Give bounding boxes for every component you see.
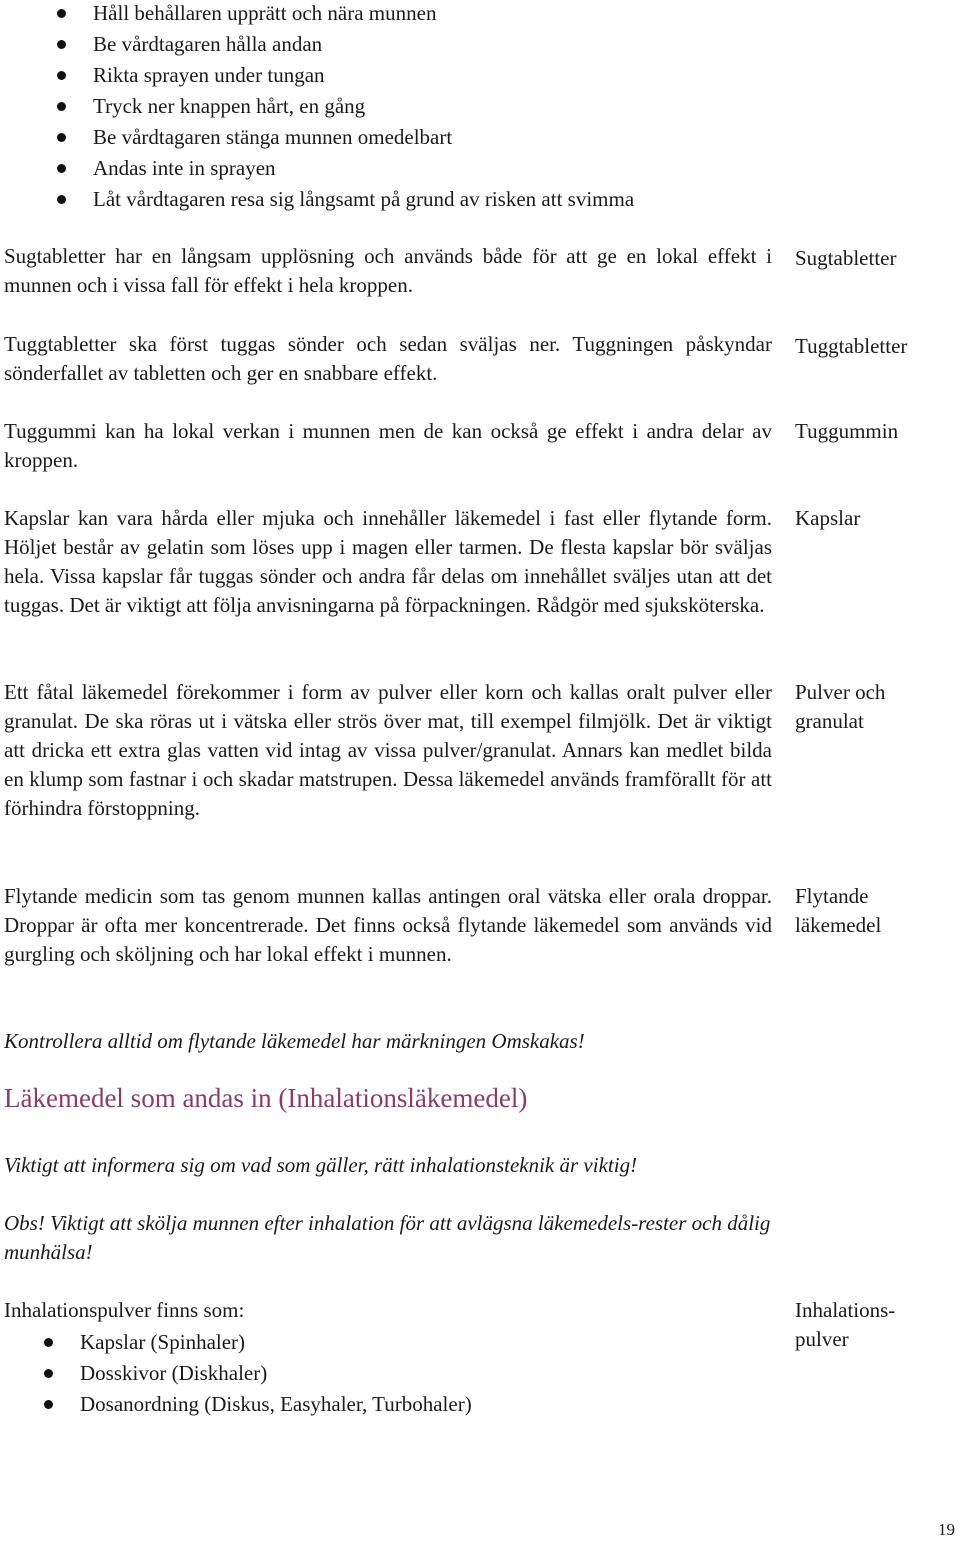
list-item: Be vårdtagaren stänga munnen omedelbart — [93, 122, 634, 153]
paragraph-tuggummi: Tuggummi kan ha lokal verkan i munnen men de kan också ge effekt i andra delar av kroppen. — [4, 419, 772, 472]
margin-label-line: Pulver och — [795, 680, 886, 704]
list-item: Dosskivor (Diskhaler) — [80, 1358, 472, 1389]
bullet-dot-icon — [57, 9, 66, 18]
note-viktigt: Viktigt att informera sig om vad som gäller, rätt inhalationsteknik är viktig! — [4, 1153, 638, 1177]
list-item: Håll behållaren upprätt och nära munnen — [93, 0, 634, 29]
paragraph-sugtabletter: Sugtabletter har en långsam upplösning och används både för att ge en lokal effekt i munnen och i vissa fall för effekt i hela kroppen. — [4, 244, 772, 297]
bullet-dot-icon — [57, 40, 66, 49]
paragraph-tuggtabletter: Tuggtabletter ska först tuggas sönder och sedan sväljas ner. Tuggningen påskyndar sönderfallet av tabletten och ger en snabbare effekt. — [4, 332, 772, 385]
instruction-bullet-list — [93, 0, 634, 215]
list-item: Rikta sprayen under tungan — [93, 60, 634, 91]
margin-label-tuggtabletter: Tuggtabletter — [795, 334, 908, 358]
margin-label-inhalationspulver — [795, 1296, 955, 1354]
bullet-dot-icon — [57, 133, 66, 142]
list-item: Andas inte in sprayen — [93, 153, 634, 184]
page-number: 19 — [938, 1520, 955, 1539]
note-kontrollera: Kontrollera alltid om flytande läkemedel har märkningen Omskakas! — [4, 1029, 585, 1053]
margin-label-flytande — [795, 882, 955, 940]
paragraph-kapslar: Kapslar kan vara hårda eller mjuka och innehåller läkemedel i fast eller flytande form. Höljet består av gelatin som löses upp i magen eller tarmen. De flesta kapslar bör sväljas hela. Vissa kapslar får tuggas sönder och andra får delas om innehållet sväljes utan att det tuggas. Det är viktigt att följa anvisningarna på förpackningen. Rådgör med sjuksköterska. — [4, 506, 772, 617]
inhalation-bullet-list — [80, 1327, 472, 1420]
section-heading: Läkemedel som andas in (Inhalationsläkemedel) — [4, 1083, 528, 1113]
bullet-dot-icon — [57, 164, 66, 173]
list-item: Dosanordning (Diskus, Easyhaler, Turbohaler) — [80, 1389, 472, 1420]
note-obs: Obs! Viktigt att skölja munnen efter inhalation för att avlägsna läkemedels-rester och dålig munhälsa! — [4, 1211, 771, 1264]
list-item: Tryck ner knappen hårt, en gång — [93, 91, 634, 122]
margin-label-sugtabletter: Sugtabletter — [795, 246, 897, 270]
paragraph-pulver: Ett fåtal läkemedel förekommer i form av pulver eller korn och kallas oralt pulver eller granulat. De ska röras ut i vätska eller strös över mat, till exempel filmjölk. Det är viktigt att dricka ett extra glas vatten vid intag av vissa pulver/granulat. Annars kan medlet bilda en klump som fastnar i och skadar matstrupen. Dessa läkemedel används framförallt för att förhindra förstoppning. — [4, 680, 772, 820]
bullet-dot-icon — [57, 195, 66, 204]
margin-label-kapslar: Kapslar — [795, 506, 861, 530]
list-item: Kapslar (Spinhaler) — [80, 1327, 472, 1358]
margin-label-line: pulver — [795, 1327, 849, 1351]
bullet-dot-icon — [44, 1338, 53, 1347]
bullet-dot-icon — [57, 71, 66, 80]
inhalation-intro: Inhalationspulver finns som: — [4, 1298, 245, 1322]
list-item: Be vårdtagaren hålla andan — [93, 29, 634, 60]
margin-label-line: granulat — [795, 709, 864, 733]
margin-label-tuggummin: Tuggummin — [795, 419, 899, 443]
margin-label-line: läkemedel — [795, 913, 882, 937]
bullet-dot-icon — [44, 1400, 53, 1409]
margin-label-line: Flytande — [795, 884, 869, 908]
margin-label-line: Inhalations- — [795, 1298, 896, 1322]
margin-label-pulver — [795, 678, 955, 736]
bullet-dot-icon — [57, 102, 66, 111]
list-item: Låt vårdtagaren resa sig långsamt på grund av risken att svimma — [93, 184, 634, 215]
paragraph-flytande: Flytande medicin som tas genom munnen kallas antingen oral vätska eller orala droppar. Droppar är ofta mer koncentrerade. Det finns också flytande läkemedel som används vid gurgling och sköljning och har lokal effekt i munnen. — [4, 884, 772, 966]
bullet-dot-icon — [44, 1369, 53, 1378]
